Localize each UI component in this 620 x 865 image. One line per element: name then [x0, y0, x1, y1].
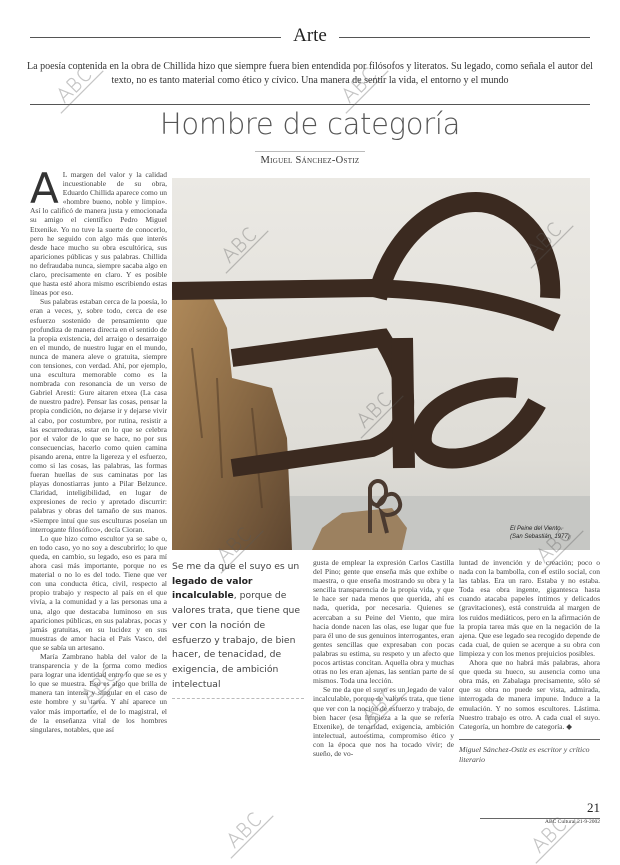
page-number: 21	[587, 800, 600, 815]
author-note: Miguel Sánchez-Ostiz es escritor y crítico literario	[459, 744, 590, 764]
pull-quote	[172, 560, 306, 699]
pull-quote-highlight: legado de valor incalculable	[172, 575, 253, 602]
lede-rule	[30, 104, 590, 105]
sculpture-photo	[172, 178, 590, 550]
caption-title: El Peine del Viento.	[510, 526, 563, 532]
pull-quote-body	[172, 560, 306, 692]
peine-del-viento-image	[172, 178, 590, 550]
paragraph: luntad de invención y de creación; poco o nada con la bambolla, con el estilo social, con las tablas. Era un raro. Estaba y no estaba. Toda esa obra ingente, gigantesca hasta cuando atacaba papeles íntimos y delicados (gravitaciones), está construida al margen de los ruidos mediáticos, pero en la afirmación de la propia tarea más que en la negación de la ajena. Que ese legado sea recogido depende de cada cual, de quien se acerque a su obra con limpieza y con los menos prejuicios posibles.	[459, 558, 600, 658]
publication-footer: ABC Cultural 21-9-2002	[480, 818, 600, 826]
byline-rule	[255, 151, 365, 152]
signature-rule	[459, 739, 600, 740]
lede: La poesía contenida en la obra de Chillida hizo que siempre fuera bien entendida por filósofos y literatos. Su legado, como señala el autor del texto, no es tanto material como ético y cívico. Una manera de sentir la vida, el entorno y el mundo	[27, 61, 593, 86]
paragraph: gusta de emplear la expresión Carlos Castilla del Pino; gente que enseña más que exhibe o maestra, o que enseña mostrando su obra y la sencilla transparencia de la propia vida, y que le hace ser nada menos que querida, ahí es nada, querida, por necesaria. Quienes se acercaban a su Peine del Viento, que mira hacia donde nacen las olas, ese lugar que fue para él uno de sus genuinos interrogantes, eran gentes sencillas que expresaban con pocas palabras su estima, su respeto y un afecto que pocos artistas concitan. Aquella obra y muchas otras no les eran ajenas, las sentían parte de sí mismos. Toda una lección.	[313, 558, 454, 686]
article-column-2	[313, 558, 454, 758]
article-column-1	[30, 164, 167, 734]
caption-detail: (San Sebastián, 1977)	[510, 533, 570, 540]
photo-caption	[510, 526, 590, 541]
pull-quote-text: , porque de valores trata, que tiene que ver con la noción de esfuerzo y trabajo, de bien hacer, de tenacidad, de exigencia, de ambición intelectual	[172, 590, 300, 690]
article-column-3	[459, 558, 600, 765]
page-title: Hombre de categoría	[159, 107, 461, 141]
pull-quote-text: Se me da que el suyo es un	[172, 561, 300, 572]
section-label: Arte	[281, 25, 339, 46]
paragraph: Sus palabras estaban cerca de la poesía, lo eran a veces, y, sobre todo, cerca de ese esfuerzo sostenido de pensamiento que profundiza de manera directa en el sentido de la propia existencia, del arraigo o desarraigo en el mundo, de nuestro lugar en el mundo, nunca de manera aleve o gratuita, siempre con tensiones, con verdad. Ahí, por ejemplo, una escultura memorable como es la nombrada con resonancia de un verso de Gabriel Aresti: Gure aitaren etxea (La casa de nuestro padre). Pensar las cosas, pensar la propia condición, no dejarse ir y dejarse vivir al cabo, por costumbre, por rutina, resistir a las escurreduras, estar en lo que se celebra por el valor de lo que se hace, no por sus consecuencias, hacerlo como quien camina pisando arena, entre la ligereza y el esfuerzo, como si las cosas, las palabras, las formas fueran huellas de sus caminatas por las playas donostiarras junto a Pilar Belzunce. Claridad, inteligibilidad, en lugar de expresiones de recio y apretado discurrir: palabras y obras del tamaño de sus manos. «Siempre intuí que sus esculturas poseían un interrogante filosófico», decía Cioran.	[30, 297, 167, 534]
drop-cap: A	[30, 164, 59, 213]
section-heading	[0, 24, 620, 48]
paragraph: Lo que hizo como escultor ya se sabe o, en todo caso, yo no soy a descubrirlo; lo que queda, en cambio, su legado, eso es para mí ahora casi más importante, porque no es material o no lo es del todo. Tiene que ver con una conducta ética, civil, respecto al propio trabajo y respecto al país en el que vivía, a la comunidad y a las personas una a una, algo que destacaba luminoso en sus apariciones públicas, en sus palabras, pocas y jamás gratuitas, en su lucidez y en sus muestras de amor hacia el País Vasco, del que se sabía un artesano.	[30, 533, 167, 652]
paragraph: Se me da que el suyo es un legado de valor incalculable, porque de valores trata, que tiene que ver con la noción de esfuerzo y trabajo, de bien hacer (esa limpieza a la que se refería Etxenike), de tenacidad, exigencia, ambición intelectual, autoestima, compromiso ético y con la época que nos ha tocado vivir; de sueño, de vo-	[313, 685, 454, 758]
paragraph: Ahora que no habrá más palabras, ahora que queda su hueco, su ausencia como una obra más, en Zabalaga precisamente, sólo sé que su obra no puede ser vista, admirada, interrogada de manera impune. Induce a la emulación. Y no somos escultores. Lástima. Nuestro trabajo es otro. A cada cual el suyo. Categoría, un hombre de categoría. ◆	[459, 658, 600, 731]
pull-quote-rule	[172, 698, 304, 699]
byline: Miguel Sánchez-Ostiz	[260, 155, 360, 166]
paragraph: L margen del valor y la calidad incuestionable de su obra, Eduardo Chillida aparece como un «hombre bueno, noble y limpio». Así lo calificó de manera justa y emocionada su amigo el científico Pedro Miguel Etxenike. Yo no tuve la suerte de conocerlo, pero he seguido con algo más que interés desde hace mucho su obra escultórica, sus apariciones públicas y sus palabras. Chillida no defraudaba nunca, siempre sacaba algo en claro, precisamente en claro. Y es posible que hasta esté ahora mismo escribiendo estas líneas por eso.	[30, 170, 167, 298]
abc-watermark-icon	[215, 800, 275, 860]
paragraph: María Zambrano habla del valor de la transparencia y de la forma como medios para lograr una identidad entre lo que se es y lo que se muestra. Eso es algo que brilla de manera tan intensa y singular en el caso de este hombre y su tarea. Y ahí aparece un valor más importante, el de lo magistral, el de la enseñanza vital de los hombres singulares, notables, que así	[30, 651, 167, 734]
